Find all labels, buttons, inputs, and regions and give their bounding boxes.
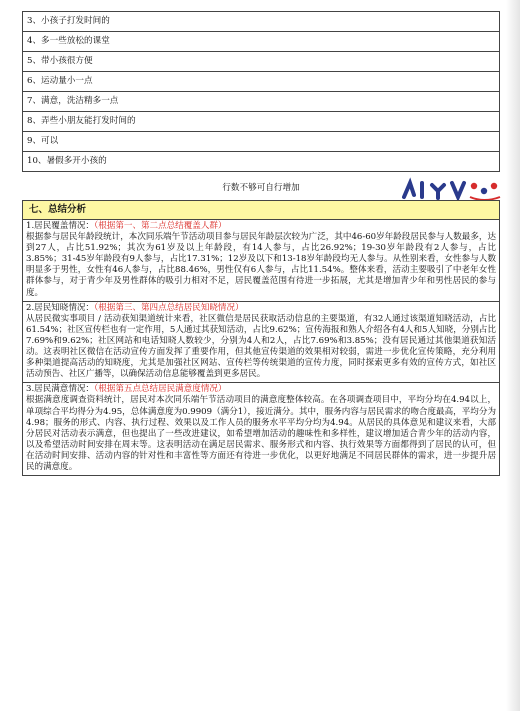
table-row <box>23 72 500 92</box>
block-body: 根据参与居民年龄段统计，本次同乐端午节活动项目参与居民年龄层次较为广泛，其中46-60岁年龄段居民参与人数最多，达到27人，占比51.92%；其次为61岁及以上年龄段，有14人参与，占比26.92%；19-30岁年龄段有2人参与，占比3.85%；31-45岁年龄段有9人参与，占比17.31%；12岁及以下和13-18岁年龄段均无人参与。从性别来看，女性参与人数明显多于男性，女性有46人参与，占比88.46%，男性仅有6人参与，占比11.54%。整体来看，活动主要吸引了中老年女性群体参与，对于青少年及男性群体的吸引力相对不足，居民覆盖范围有待进一步拓展，尤其是增加青少年和男性居民的参与度。 <box>26 232 496 298</box>
table-cell: 4、多一些放松的课堂 <box>23 32 500 52</box>
coverage-block <box>23 220 499 301</box>
block-title: 1.居民覆盖情况： <box>26 221 94 231</box>
page-edge-shadow <box>506 0 520 711</box>
table-cell: 3、小孩子打发时间的 <box>23 12 500 32</box>
table-cell: 10、暑假多开小孩的 <box>23 152 500 172</box>
table-cell: 8、弄些小朋友能打发时间的 <box>23 112 500 132</box>
table-cell: 7、满意，洗洁精多一点 <box>23 92 500 112</box>
section-title: 七、总结分析 <box>23 201 499 220</box>
block-title: 2.居民知晓情况： <box>26 302 94 313</box>
block-hint: （根据第一、第二点总结覆盖人群） <box>93 221 227 231</box>
table-row <box>23 112 500 132</box>
table-row <box>23 132 500 152</box>
summary-section <box>22 200 500 476</box>
table-cell: 6、运动量小一点 <box>23 72 500 92</box>
table-row <box>23 92 500 112</box>
block-body: 从居民微实事项目 / 活动获知渠道统计来看，社区微信是居民获取活动信息的主要渠道，有32人通过该渠道知晓活动，占比61.54%；社区宣传栏也有一定作用，5人通过其获知活动，占比9.62%；宣传海报和熟人介绍各有4人和5人知晓，分别占比7.69%和9.62%；社区网站和电话知晓人数较少，分别为4人和2人，占比7.69%和3.85%；没有居民通过其他渠道获知活动。这表明社区微信在活动宣传方面发挥了重要作用，但其他宣传渠道的效果相对较弱，需进一步优化宣传策略，充分利用多种渠道提高活动的知晓度，尤其是加强社区网站、宣传栏等传统渠道的宣传力度，同时探索更多有效的宣传方式，如社区活动预告、社区广播等，以确保活动信息能够覆盖到更多居民。 <box>26 313 496 380</box>
block-title: 3.居民满意情况： <box>26 384 94 395</box>
table-row <box>23 152 500 172</box>
table-cell: 5、带小孩很方便 <box>23 52 500 72</box>
table-cell: 9、可以 <box>23 132 500 152</box>
table-row <box>23 12 500 32</box>
block-hint: （根据第三、第四点总结居民知晓情况） <box>93 302 244 313</box>
table-row <box>23 32 500 52</box>
awareness-block <box>23 301 499 383</box>
suggestion-table <box>22 11 500 172</box>
block-body: 根据满意度调查资料统计，居民对本次同乐端午节活动项目的满意度整体较高。在各项调查项目中，平均分均在4.94以上，单项综合平均得分为4.95，总体满意度为0.9909（满分1），接近满分。其中，服务内容与居民需求的吻合度最高，平均分为4.98；服务的形式、内容、执行过程、效果以及工作人员的服务水平平均分均为4.94。从居民的具体意见和建议来看，大部分居民对活动表示满意，但也提出了一些改进建议，如希望增加活动的趣味性和多样性，建议增加适合青少年的活动内容，以及希望活动时间安排在周末等。这表明活动在满足居民需求、服务形式和内容、执行效果等方面都得到了居民的认可，但在活动时间安排、活动内容的针对性和丰富性等方面还有待进一步优化，以更好地满足不同居民群体的需求，进一步提升居民的满意度。 <box>26 395 496 472</box>
block-hint: （根据第五点总结居民满意度情况） <box>93 384 227 395</box>
table-row <box>23 52 500 72</box>
satisfaction-block <box>23 382 499 475</box>
table-note: 行数不够可自行增加 <box>222 183 300 193</box>
